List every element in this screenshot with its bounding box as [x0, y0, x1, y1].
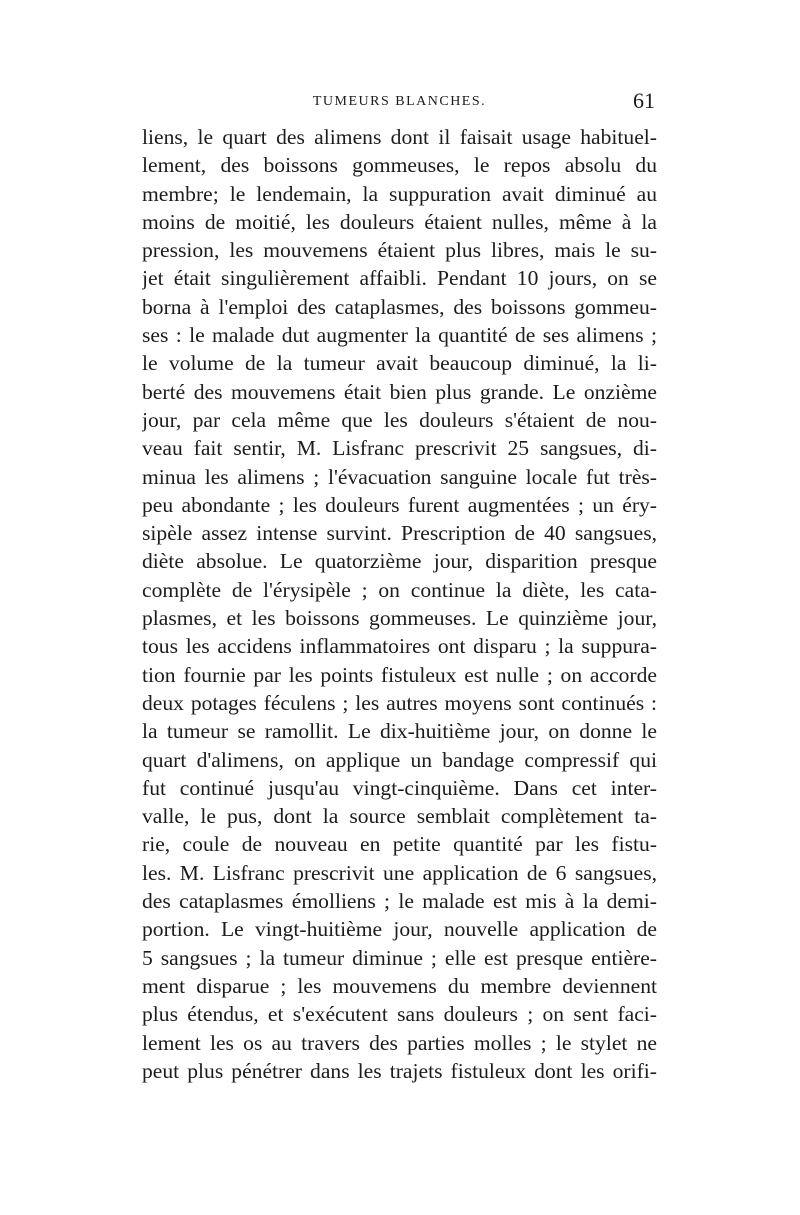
text-line: liens, le quart des alimens dont il faisait usage habituel-: [142, 125, 657, 149]
text-line: jet était singulièrement affaibli. Pendant 10 jours, on se: [142, 266, 657, 291]
body-text: [142, 123, 657, 1085]
text-line: 5 sangsues ; la tumeur diminue ; elle est presque entière-: [142, 945, 657, 970]
text-line: les. M. Lisfranc prescrivit une application de 6 sangsues,: [142, 860, 657, 885]
text-line: moins de moitié, les douleurs étaient nulles, même à la: [142, 209, 657, 234]
text-line: plasmes, et les boissons gommeuses. Le quinzième jour,: [142, 606, 657, 631]
running-title: TUMEURS BLANCHES.: [312, 94, 487, 109]
text-line: deux potages féculens ; les autres moyens sont continués :: [142, 690, 657, 715]
text-line: veau fait sentir, M. Lisfranc prescrivit 25 sangsues, di-: [142, 436, 657, 461]
text-line: des cataplasmes émolliens ; le malade est mis à la demi-: [142, 889, 657, 914]
text-line: rie, coule de nouveau en petite quantité par les fistu-: [142, 832, 657, 857]
text-line: ment disparue ; les mouvemens du membre deviennent: [142, 973, 657, 998]
text-line: ses : le malade dut augmenter la quantité de ses alimens ;: [142, 323, 657, 348]
text-line: la tumeur se ramollit. Le dix-huitième jour, on donne le: [142, 719, 657, 744]
text-line: portion. Le vingt-huitième jour, nouvelle application de: [142, 917, 657, 942]
text-line: tion fournie par les points fistuleux est nulle ; on accorde: [142, 662, 657, 687]
text-line: tous les accidens inflammatoires ont disparu ; la suppura-: [142, 634, 657, 659]
text-line: borna à l'emploi des cataplasmes, des boissons gommeu-: [142, 294, 657, 319]
text-line: valle, le pus, dont la source semblait complètement ta-: [142, 804, 657, 829]
text-line: pression, les mouvemens étaient plus libres, mais le su-: [142, 238, 657, 263]
text-line: quart d'alimens, on applique un bandage compressif qui: [142, 747, 657, 772]
text-line: sipèle assez intense survint. Prescription de 40 sangsues,: [142, 521, 657, 546]
text-line: complète de l'érysipèle ; on continue la diète, les cata-: [142, 577, 657, 602]
text-line: fut continué jusqu'au vingt-cinquième. Dans cet inter-: [142, 775, 657, 800]
text-line: le volume de la tumeur avait beaucoup diminué, la li-: [142, 351, 657, 376]
text-line: lement les os au travers des parties molles ; le stylet ne: [142, 1030, 657, 1055]
text-line: lement, des boissons gommeuses, le repos absolu du: [142, 153, 657, 178]
text-line: plus étendus, et s'exécutent sans douleurs ; on sent faci-: [142, 1002, 657, 1027]
text-line: berté des mouvemens était bien plus grande. Le onzième: [142, 379, 657, 404]
text-line: minua les alimens ; l'évacuation sanguine locale fut très-: [142, 464, 657, 489]
page-number: 61: [633, 88, 655, 113]
text-line: peut plus pénétrer dans les trajets fistuleux dont les orifi-: [142, 1058, 657, 1083]
text-line: peu abondante ; les douleurs furent augmentées ; un éry-: [142, 492, 657, 517]
running-header: [142, 88, 657, 118]
text-line: membre; le lendemain, la suppuration avait diminué au: [142, 181, 657, 206]
text-line: jour, par cela même que les douleurs s'étaient de nou-: [142, 407, 657, 432]
text-line: diète absolue. Le quatorzième jour, disparition presque: [142, 549, 657, 574]
